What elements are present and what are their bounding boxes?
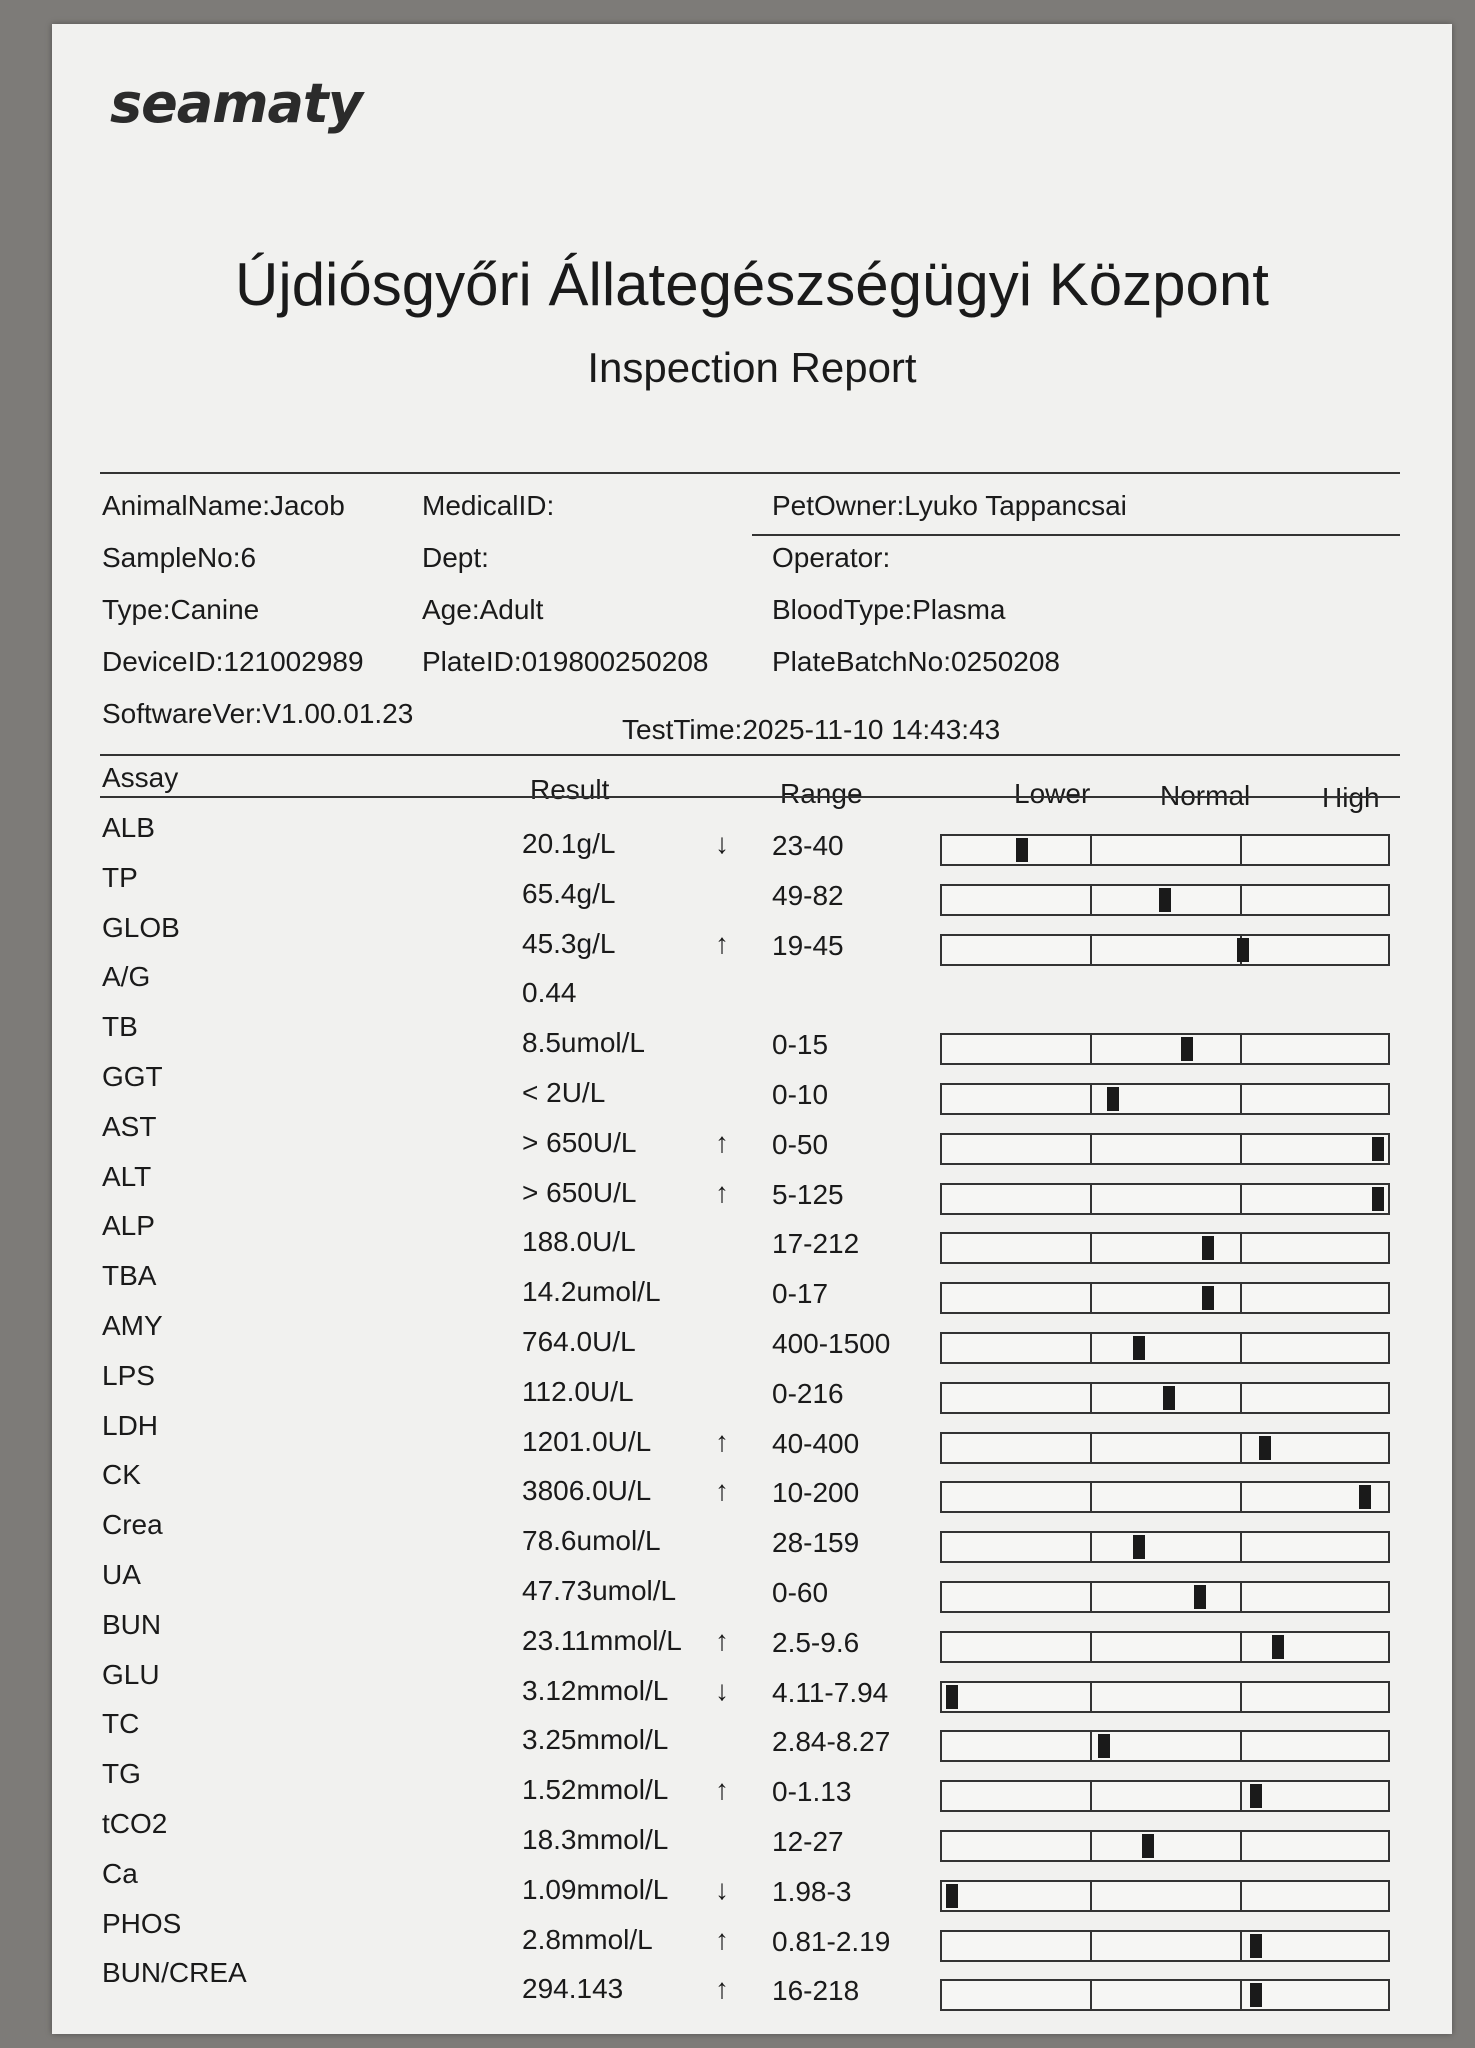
- assay-level-marker: [1237, 938, 1249, 962]
- assay-level-bar: [940, 1979, 1390, 2011]
- assay-level-bar: [940, 1282, 1390, 1314]
- header-assay: Assay: [102, 762, 179, 793]
- assay-result: 18.3mmol/L: [522, 1824, 669, 1855]
- assay-name: ALT: [102, 1160, 152, 1192]
- assay-range: 5-125: [772, 1178, 844, 1210]
- bar-divider: [1240, 1185, 1242, 1213]
- bar-divider: [1090, 1732, 1092, 1760]
- bar-divider: [1090, 1085, 1092, 1113]
- assay-name: BUN: [102, 1608, 162, 1640]
- bar-divider: [1090, 1981, 1092, 2009]
- assay-level-marker: [1250, 1784, 1262, 1808]
- assay-result: > 650U/L: [522, 1176, 637, 1208]
- assay-level-bar: [940, 1930, 1390, 1962]
- assay-name: TC: [102, 1708, 140, 1740]
- assay-level-bar: [940, 1033, 1390, 1065]
- assay-range: 0-60: [772, 1577, 829, 1608]
- assay-range: 0.81-2.19: [772, 1925, 891, 1957]
- assay-range: 0-1.13: [772, 1776, 852, 1808]
- assay-level-bar: [940, 1581, 1390, 1613]
- assay-level-marker: [1202, 1286, 1214, 1310]
- assay-name: TP: [102, 861, 138, 893]
- bar-divider: [1090, 1932, 1092, 1960]
- assay-range: 12-27: [772, 1826, 844, 1857]
- assay-range: 23-40: [772, 830, 844, 861]
- brand-logo: seamaty: [110, 72, 362, 135]
- assay-name: CK: [102, 1459, 141, 1491]
- assay-level-bar: [940, 1531, 1390, 1563]
- assay-name: Ca: [102, 1857, 138, 1889]
- software-version: SoftwareVer:V1.00.01.23: [102, 698, 414, 729]
- bar-divider: [1240, 1334, 1242, 1362]
- bar-divider: [1090, 1782, 1092, 1810]
- assay-result: 0.44: [522, 977, 577, 1009]
- assay-result: 65.4g/L: [522, 877, 616, 909]
- assay-range: 19-45: [772, 929, 844, 961]
- bar-divider: [1090, 1334, 1092, 1362]
- assay-level-bar: [940, 1880, 1390, 1912]
- assay-level-bar: [940, 834, 1390, 866]
- assay-level-bar: [940, 1232, 1390, 1264]
- assay-range: 2.84-8.27: [772, 1726, 891, 1758]
- plate-id: PlateID:019800250208: [422, 646, 709, 677]
- assay-result: 1.09mmol/L: [522, 1873, 669, 1905]
- assay-level-bar: [940, 1631, 1390, 1663]
- operator: Operator:: [772, 542, 891, 573]
- report-title: Inspection Report: [587, 344, 917, 391]
- assay-name: UA: [102, 1559, 141, 1590]
- dept: Dept:: [422, 542, 489, 573]
- assay-level-marker: [946, 1685, 958, 1709]
- bar-divider: [1240, 1782, 1242, 1810]
- assay-level-bar: [940, 1681, 1390, 1713]
- animal-name: AnimalName:Jacob: [102, 490, 345, 521]
- bar-divider: [1090, 1234, 1092, 1262]
- bar-divider: [1090, 1882, 1092, 1910]
- bar-divider: [1240, 1882, 1242, 1910]
- assay-name: BUN/CREA: [102, 1957, 247, 1989]
- bar-divider: [1240, 1234, 1242, 1262]
- assay-flag-arrow: ↑: [715, 1624, 729, 1656]
- bar-divider: [1090, 1035, 1092, 1063]
- assay-range: 1.98-3: [772, 1875, 852, 1907]
- assay-range: 2.5-9.6: [772, 1626, 860, 1658]
- bar-divider: [1240, 1035, 1242, 1063]
- assay-level-marker: [1250, 1934, 1262, 1958]
- assay-flag-arrow: ↑: [715, 927, 729, 959]
- header-high: High: [1322, 782, 1380, 813]
- assay-level-bar: [940, 1133, 1390, 1165]
- assay-range: 40-400: [772, 1427, 860, 1459]
- assay-result: 8.5umol/L: [522, 1027, 645, 1059]
- assay-range: 0-10: [772, 1079, 829, 1110]
- assay-result: 1201.0U/L: [522, 1425, 652, 1457]
- bar-divider: [1240, 1434, 1242, 1462]
- bar-divider: [1090, 936, 1092, 964]
- assay-level-marker: [1133, 1535, 1145, 1559]
- assay-flag-arrow: ↑: [715, 1475, 729, 1507]
- assay-level-bar: [940, 1830, 1390, 1862]
- assay-level-bar: [940, 1481, 1390, 1513]
- assay-name: GGT: [102, 1061, 163, 1092]
- test-time: TestTime:2025-11-10 14:43:43: [622, 714, 1001, 745]
- assay-level-bar: [940, 1332, 1390, 1364]
- assay-name: AST: [102, 1110, 157, 1142]
- assay-range: 400-1500: [772, 1328, 891, 1359]
- assay-flag-arrow: ↑: [715, 1923, 729, 1955]
- bar-divider: [1090, 1483, 1092, 1511]
- assay-level-marker: [1250, 1983, 1262, 2007]
- assay-level-bar: [940, 884, 1390, 916]
- assay-level-marker: [1259, 1436, 1271, 1460]
- assay-result: 3806.0U/L: [522, 1475, 652, 1507]
- bar-divider: [1240, 1284, 1242, 1312]
- bar-divider: [1240, 1932, 1242, 1960]
- assay-name: LDH: [102, 1409, 159, 1441]
- assay-level-marker: [1272, 1635, 1284, 1659]
- assay-result: 112.0U/L: [522, 1375, 634, 1407]
- assay-flag-arrow: ↑: [715, 1973, 729, 2005]
- assay-name: GLU: [102, 1658, 160, 1690]
- assay-level-marker: [1163, 1386, 1175, 1410]
- bar-divider: [1090, 1683, 1092, 1711]
- assay-level-marker: [1107, 1087, 1119, 1111]
- assay-name: A/G: [102, 961, 151, 993]
- assay-result: 14.2umol/L: [522, 1276, 661, 1308]
- assay-result: 1.52mmol/L: [522, 1774, 669, 1806]
- pet-owner: PetOwner:Lyuko Tappancsai: [772, 490, 1127, 521]
- assay-range: 16-218: [772, 1975, 860, 2007]
- assay-flag-arrow: ↓: [715, 1873, 729, 1905]
- animal-type: Type:Canine: [102, 594, 260, 625]
- header-lower: Lower: [1014, 778, 1091, 809]
- assay-result: 294.143: [522, 1973, 624, 2005]
- owner-rule: [752, 534, 1400, 536]
- bar-divider: [1090, 1185, 1092, 1213]
- table-rule-header: [100, 796, 1400, 798]
- header-normal: Normal: [1160, 780, 1251, 811]
- bar-divider: [1090, 1135, 1092, 1163]
- assay-level-bar: [940, 1730, 1390, 1762]
- assay-result: 47.73umol/L: [522, 1575, 677, 1606]
- assay-level-marker: [1372, 1137, 1384, 1161]
- bar-divider: [1090, 1284, 1092, 1312]
- bar-divider: [1240, 1085, 1242, 1113]
- assay-level-marker: [1098, 1734, 1110, 1758]
- assay-flag-arrow: ↑: [715, 1425, 729, 1457]
- assay-result: 2.8mmol/L: [522, 1923, 653, 1955]
- assay-level-bar: [940, 1382, 1390, 1414]
- assay-name: ALP: [102, 1210, 155, 1242]
- bar-divider: [1090, 1384, 1092, 1412]
- assay-result: 20.1g/L: [522, 828, 616, 859]
- assay-range: 28-159: [772, 1527, 860, 1559]
- assay-level-bar: [940, 1432, 1390, 1464]
- assay-name: AMY: [102, 1310, 163, 1341]
- assay-range: 10-200: [772, 1477, 860, 1509]
- assay-range: 0-17: [772, 1278, 829, 1310]
- assay-result: > 650U/L: [522, 1126, 637, 1158]
- bar-divider: [1240, 1981, 1242, 2009]
- sample-no: SampleNo:6: [102, 542, 257, 573]
- assay-level-marker: [1359, 1485, 1371, 1509]
- bar-divider: [1240, 1732, 1242, 1760]
- assay-result: 764.0U/L: [522, 1326, 636, 1357]
- bar-divider: [1240, 1135, 1242, 1163]
- assay-flag-arrow: ↑: [715, 1126, 729, 1158]
- assay-level-marker: [1016, 838, 1028, 862]
- bar-divider: [1090, 1533, 1092, 1561]
- assay-range: 0-15: [772, 1029, 829, 1061]
- assay-name: PHOS: [102, 1907, 182, 1939]
- bar-divider: [1090, 1434, 1092, 1462]
- assay-level-bar: [940, 1780, 1390, 1812]
- assay-level-marker: [1194, 1585, 1206, 1609]
- bar-divider: [1240, 1483, 1242, 1511]
- bar-divider: [1240, 886, 1242, 914]
- animal-age: Age:Adult: [422, 594, 544, 625]
- bar-divider: [1240, 1583, 1242, 1611]
- medical-id: MedicalID:: [422, 490, 555, 521]
- bar-divider: [1240, 1832, 1242, 1860]
- assay-result: 188.0U/L: [522, 1226, 636, 1258]
- assay-name: TG: [102, 1758, 141, 1790]
- assay-flag-arrow: ↑: [715, 1176, 729, 1208]
- assay-name: Crea: [102, 1509, 163, 1541]
- assay-level-marker: [1142, 1834, 1154, 1858]
- bar-divider: [1090, 886, 1092, 914]
- assay-range: 4.11-7.94: [772, 1676, 889, 1708]
- assay-result: 3.25mmol/L: [522, 1724, 669, 1756]
- assay-level-marker: [1159, 888, 1171, 912]
- inspection-report-sheet: [52, 24, 1452, 2034]
- assay-name: TB: [102, 1011, 138, 1043]
- bar-divider: [1090, 1583, 1092, 1611]
- assay-range: 49-82: [772, 879, 844, 911]
- assay-name: ALB: [102, 812, 155, 843]
- header-result: Result: [530, 774, 610, 805]
- assay-name: TBA: [102, 1260, 157, 1292]
- assay-level-bar: [940, 1183, 1390, 1215]
- assay-result: 45.3g/L: [522, 927, 616, 959]
- assay-range: 0-50: [772, 1128, 829, 1160]
- assay-level-marker: [1202, 1236, 1214, 1260]
- assay-range: 0-216: [772, 1377, 844, 1409]
- assay-name: tCO2: [102, 1808, 168, 1839]
- assay-result: 23.11mmol/L: [522, 1624, 682, 1656]
- blood-type: BloodType:Plasma: [772, 594, 1006, 625]
- table-rule-top: [100, 754, 1400, 756]
- bar-divider: [1090, 836, 1092, 864]
- device-id: DeviceID:121002989: [102, 646, 364, 677]
- assay-result: 78.6umol/L: [522, 1525, 661, 1557]
- bar-divider: [1240, 1384, 1242, 1412]
- assay-name: GLOB: [102, 911, 180, 943]
- assay-flag-arrow: ↑: [715, 1774, 729, 1806]
- assay-level-bar: [940, 934, 1390, 966]
- assay-level-bar: [940, 1083, 1390, 1115]
- assay-flag-arrow: ↓: [715, 828, 729, 859]
- bar-divider: [1240, 1633, 1242, 1661]
- bar-divider: [1090, 1633, 1092, 1661]
- bar-divider: [1240, 1683, 1242, 1711]
- assay-level-marker: [1372, 1187, 1384, 1211]
- plate-batch-no: PlateBatchNo:0250208: [772, 646, 1060, 677]
- header-rule-top: [100, 472, 1400, 474]
- assay-level-marker: [946, 1884, 958, 1908]
- assay-name: LPS: [102, 1359, 155, 1391]
- header-range: Range: [780, 778, 863, 809]
- assay-range: 17-212: [772, 1228, 860, 1260]
- clinic-name: Újdiósgyőri Állategészségügyi Központ: [235, 251, 1269, 318]
- assay-level-marker: [1181, 1037, 1193, 1061]
- assay-result: 3.12mmol/L: [522, 1674, 669, 1706]
- assay-flag-arrow: ↓: [715, 1674, 729, 1706]
- bar-divider: [1240, 1533, 1242, 1561]
- bar-divider: [1240, 836, 1242, 864]
- assay-result: < 2U/L: [522, 1077, 606, 1108]
- assay-level-marker: [1133, 1336, 1145, 1360]
- bar-divider: [1090, 1832, 1092, 1860]
